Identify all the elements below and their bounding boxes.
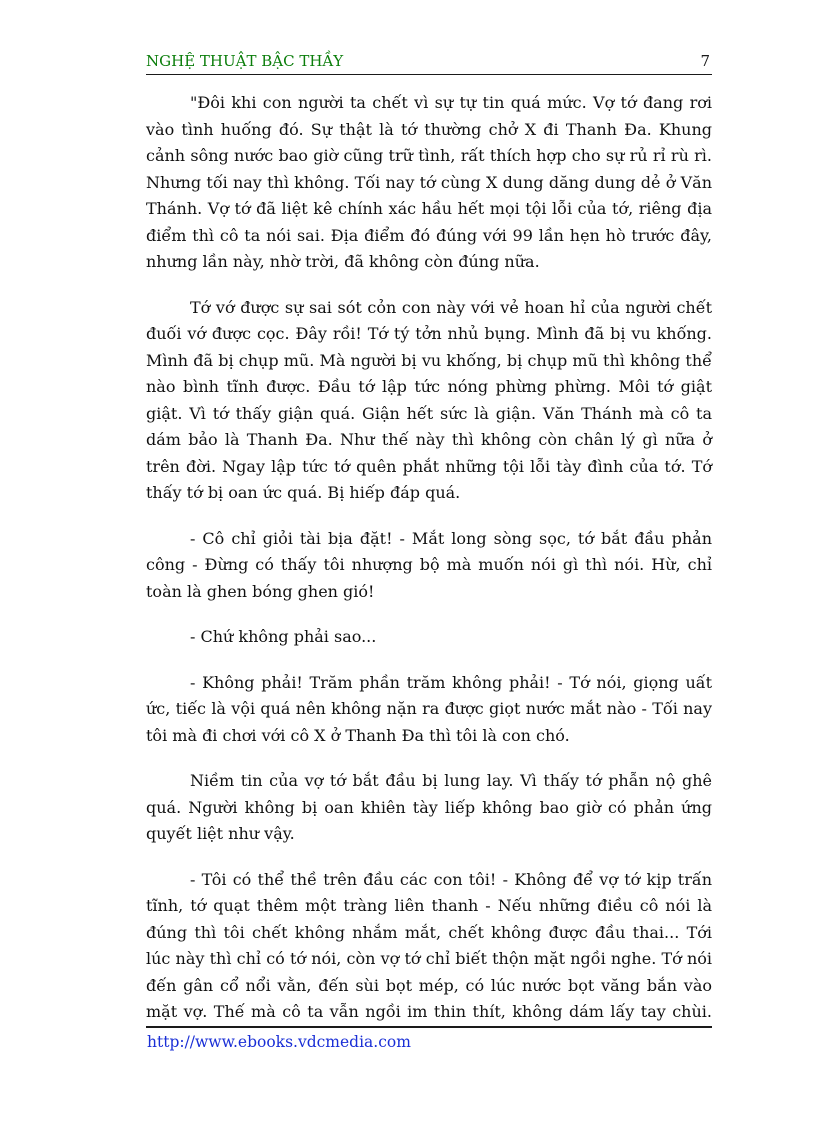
page-number: 7 — [700, 52, 710, 70]
paragraph: Tớ vớ được sự sai sót cỏn con này với vẻ hoan hỉ của người chết đuối vớ được cọc. Đây rồi! Tớ tý tởn nhủ bụng. Mình đã bị vu khống. Mình đã bị chụp mũ. Mà người bị vu khống, bị chụp mũ thì không thể nào bình tĩnh được. Đầu tớ lập tức nóng phừng phừng. Môi tớ giật giật. Vì tớ thấy giận quá. Giận hết sức là giận. Văn Thánh mà cô ta dám bảo là Thanh Đa. Như thế này thì không còn chân lý gì nữa ở trên đời. Ngay lập tức tớ quên phắt những tội lỗi tày đình của tớ. Tớ thấy tớ bị oan ức quá. Bị hiếp đáp quá. — [146, 297, 712, 502]
footer-divider — [146, 1026, 712, 1028]
paragraph: "Đôi khi con người ta chết vì sự tự tin quá mức. Vợ tớ đang rơi vào tình huống đó. Sự thật là tớ thường chở X đi Thanh Đa. Khung cảnh sông nước bao giờ cũng trữ tình, rất thích hợp cho sự rủ rỉ rù rì. Nhưng tối nay thì không. Tối nay tớ cùng X dung dăng dung dẻ ở Văn Thánh. Vợ tớ đã liệt kê chính xác hầu hết mọi tội lỗi của tớ, riêng địa điểm thì cô ta nói sai. Địa điểm đó đúng với 99 lần hẹn hò trước đây, nhưng lần này, nhờ trời, đã không còn đúng nữa. — [146, 93, 712, 271]
page-header — [146, 50, 712, 75]
paragraph: - Không phải! Trăm phần trăm không phải! - Tớ nói, giọng uất ức, tiếc là vội quá nên không nặn ra được giọt nước mắt nào - Tối nay tôi mà đi chơi với cô X ở Thanh Đa thì tôi là con chó. — [146, 672, 712, 745]
paragraph: - Tôi có thể thề trên đầu các con tôi! - Không để vợ tớ kịp trấn tĩnh, tớ quạt thêm một tràng liên thanh - Nếu những điều cô nói là đúng thì tôi chết không nhắm mắt, chết không được đầu thai... Tới lúc này thì chỉ có tớ nói, còn vợ tớ chỉ biết thộn mặt ngồi nghe. Tớ nói đến gân cổ nổi vằn, đến sùi bọt mép, có lúc nước bọt văng bắn vào mặt vợ. Thế mà cô ta vẫn ngồi im thin thít, không dám lấy tay chùi. — [146, 869, 712, 1021]
book-title: NGHỆ THUẬT BẬC THẦY — [146, 52, 344, 70]
footer-url-link[interactable]: http://www.ebooks.vdcmedia.com — [147, 1033, 411, 1051]
paragraph: Niềm tin của vợ tớ bắt đầu bị lung lay. Vì thấy tớ phẫn nộ ghê quá. Người không bị oan khiên tày liếp không bao giờ có phản ứng quyết liệt như vậy. — [146, 771, 712, 843]
body-text — [146, 90, 712, 1026]
paragraph: - Chứ không phải sao... — [190, 627, 377, 646]
paragraph: - Cô chỉ giỏi tài bịa đặt! - Mắt long sòng sọc, tớ bắt đầu phản công - Đừng có thấy tôi nhượng bộ mà muốn nói gì thì nói. Hừ, chỉ toàn là ghen bóng ghen gió! — [146, 528, 712, 601]
